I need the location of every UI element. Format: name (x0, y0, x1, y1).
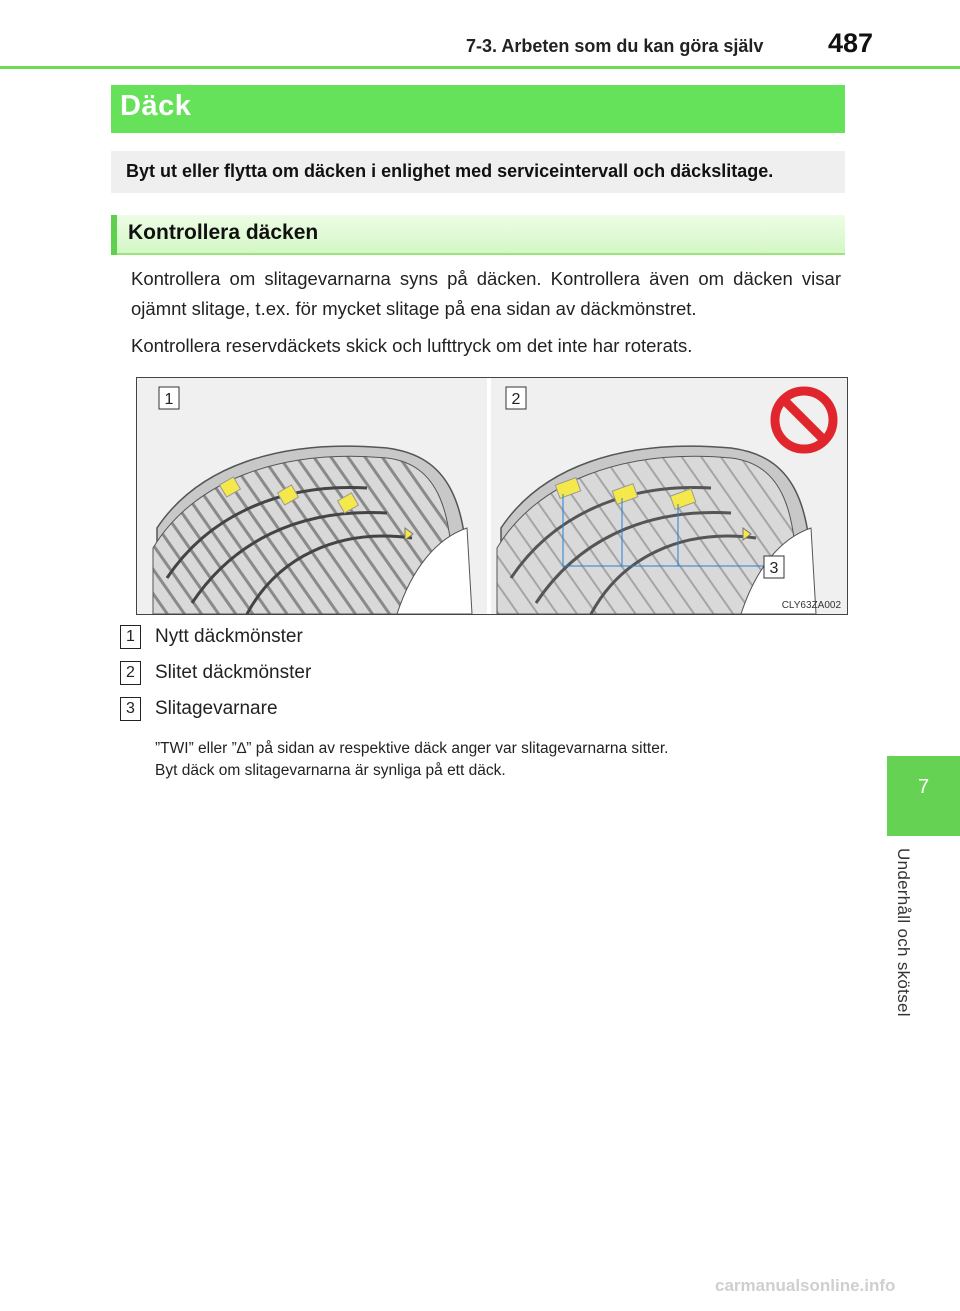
header-rule (0, 66, 960, 69)
intro-box (111, 151, 845, 193)
legend-item (120, 697, 278, 721)
section-title: Däck (120, 90, 192, 122)
tire-illustration (136, 377, 848, 615)
tire-illustration-svg (137, 378, 847, 614)
note (155, 738, 668, 782)
legend-number: 2 (120, 661, 141, 685)
intro-text: Byt ut eller flytta om däcken i enlighet med serviceintervall och däckslitage. (126, 161, 774, 181)
body-paragraph-1: Kontrollera om slitagevarnarna syns på däcken. Kontrollera även om däcken visar ojämnt slitage, t.ex. för mycket slitage på ena sidan av däckmönstret. (131, 268, 841, 319)
body-paragraph-2: Kontrollera reservdäckets skick och lufttryck om det inte har roterats. (131, 335, 693, 356)
note-line-1: ”TWI” eller ”∆” på sidan av respektive däck anger var slitagevarnarna sitter. (155, 740, 669, 757)
header-title: 7-3. Arbeten som du kan göra själv (466, 36, 764, 56)
page-number: 487 (828, 28, 874, 58)
legend-item (120, 625, 303, 649)
subsection-title: Kontrollera däcken (128, 221, 319, 244)
callout-1 (159, 387, 179, 409)
section-title-bar (111, 85, 845, 133)
svg-text:1: 1 (164, 391, 174, 408)
figure-code: CLY63ZA002 (781, 600, 841, 611)
svg-text:2: 2 (511, 391, 521, 408)
callout-2 (506, 387, 526, 409)
subsection-header (111, 215, 845, 255)
note-line-2: Byt däck om slitagevarnarna är synliga på ett däck. (155, 762, 506, 779)
legend-label: Slitagevarnare (155, 698, 278, 719)
chapter-label: Underhåll och skötsel (894, 848, 913, 1017)
callout-3 (764, 556, 784, 578)
watermark: carmanualsonline.info (715, 1276, 896, 1295)
legend-number: 3 (120, 697, 141, 721)
legend-label: Nytt däckmönster (155, 626, 303, 647)
legend-number: 1 (120, 625, 141, 649)
legend-label: Slitet däckmönster (155, 662, 312, 683)
legend-item (120, 661, 311, 685)
chapter-number: 7 (917, 776, 930, 798)
chapter-tab (887, 756, 960, 836)
svg-text:3: 3 (769, 560, 779, 577)
